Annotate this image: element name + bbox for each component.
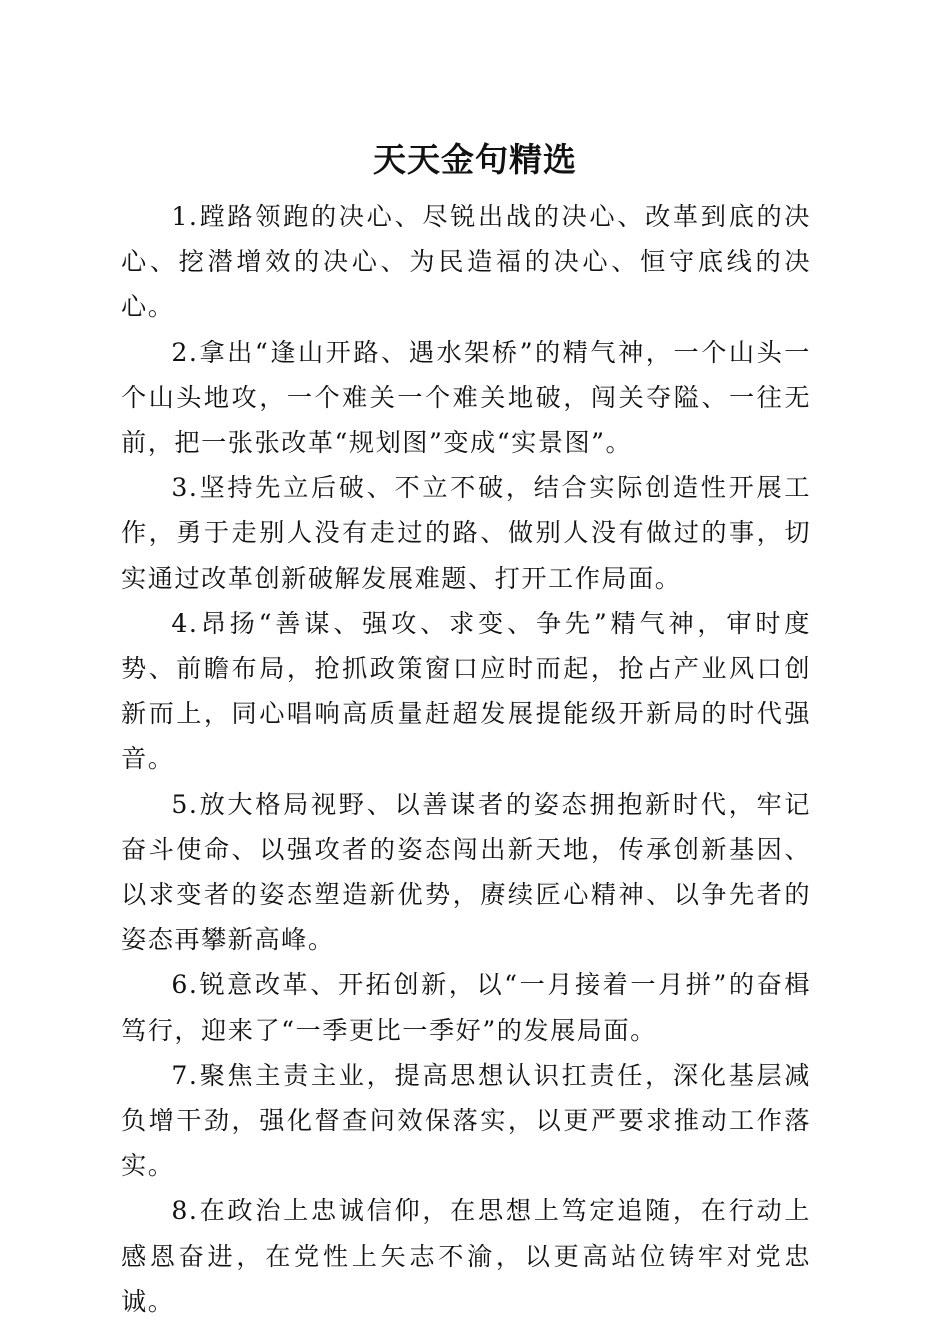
paragraph-7: 7.聚焦主责主业，提高思想认识扛责任，深化基层减负增干劲，强化督查问效保落实，以更严要求推动工作落实。 xyxy=(121,1060,811,1181)
document-body xyxy=(121,194,811,1324)
paragraph-8: 8.在政治上忠诚信仰，在思想上笃定追随，在行动上感恩奋进，在党性上矢志不渝，以更高站位铸牢对党忠诚。 xyxy=(121,1196,811,1316)
paragraph-4: 4.昂扬“善谋、强攻、求变、争先”精气神，审时度势、前瞻布局，抢抓政策窗口应时而起，抢占产业风口创新而上，同心唱响高质量赶超发展提能级开新局的时代强音。 xyxy=(121,608,811,774)
paragraph-5: 5.放大格局视野、以善谋者的姿态拥抱新时代，牢记奋斗使命、以强攻者的姿态闯出新天地，传承创新基因、以求变者的姿态塑造新优势，赓续匠心精神、以争先者的姿态再攀新高峰。 xyxy=(121,789,811,955)
document-title: 天天金句精选 xyxy=(373,140,577,179)
paragraph-6: 6.锐意改革、开拓创新，以“一月接着一月拼”的奋楫笃行，迎来了“一季更比一季好”的发展局面。 xyxy=(121,970,811,1045)
paragraph-2: 2.拿出“逢山开路、遇水架桥”的精气神，一个山头一个山头地攻，一个难关一个难关地破，闯关夺隘、一往无前，把一张张改革“规划图”变成“实景图”。 xyxy=(121,337,811,458)
paragraph-1: 1.蹚路领跑的决心、尽锐出战的决心、改革到底的决心、挖潜增效的决心、为民造福的决心、恒守底线的决心。 xyxy=(121,202,811,322)
paragraph-3: 3.坚持先立后破、不立不破，结合实际创造性开展工作，勇于走别人没有走过的路、做别人没有做过的事，切实通过改革创新破解发展难题、打开工作局面。 xyxy=(121,473,811,593)
